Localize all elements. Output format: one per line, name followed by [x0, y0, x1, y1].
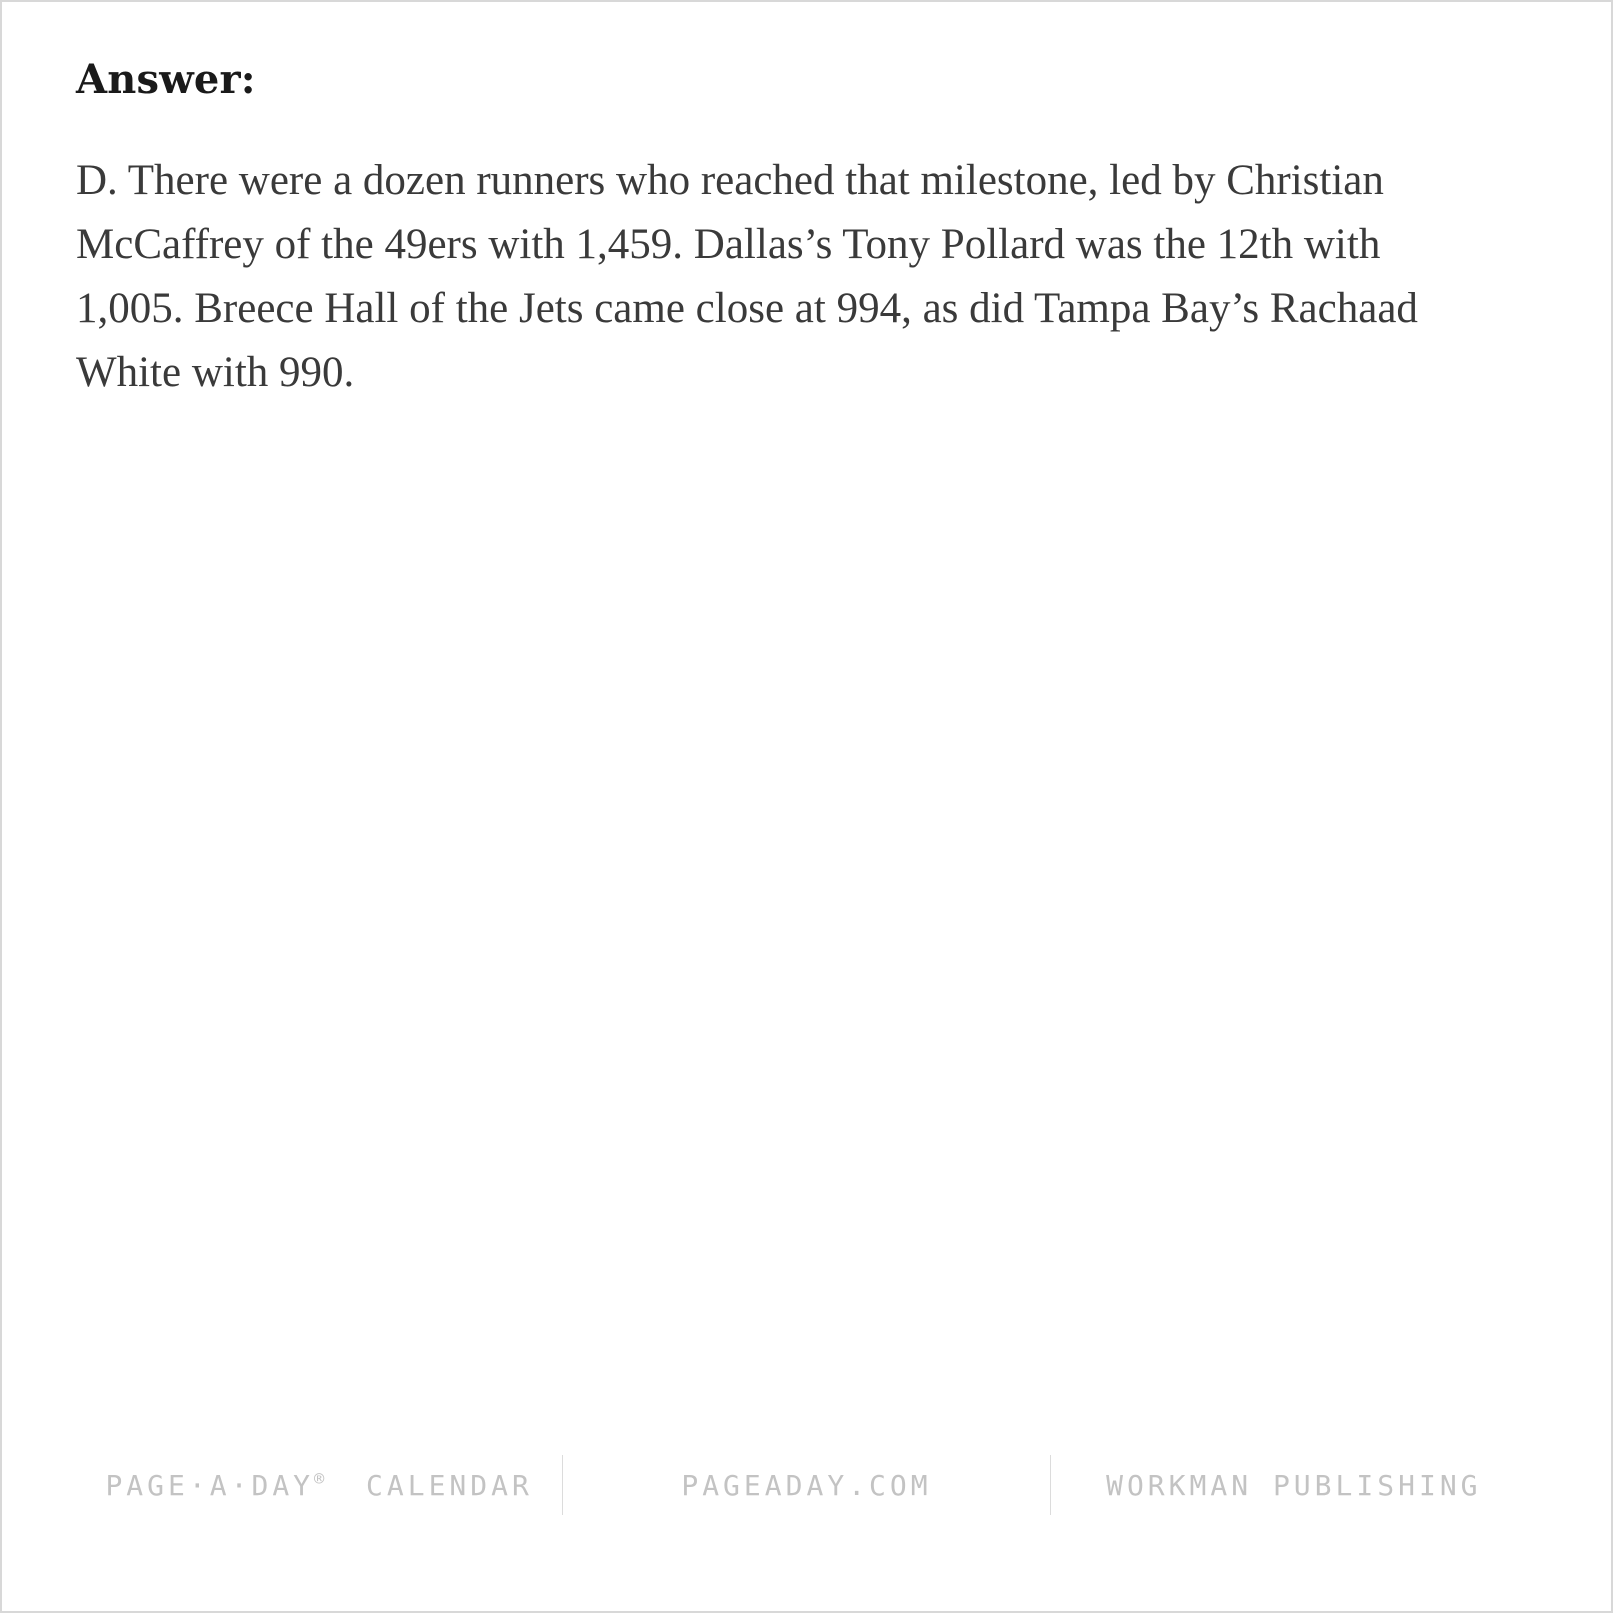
answer-text: D. There were a dozen runners who reached that milestone, led by Christian McCaffrey of the 49ers with 1,459. Dallas’s Tony Pollard was the 12th with 1,005. Breece Hall of the Jets came close at 994, as did Tampa Bay’s Rachaad White with 990.	[76, 157, 1418, 396]
footer-website[interactable]: PAGEADAY.COM	[681, 1468, 932, 1502]
answer-heading: Answer:	[76, 56, 256, 103]
footer-brand-name: PAGE·A·DAY	[105, 1468, 315, 1502]
footer-brand	[76, 1469, 562, 1502]
footer-brand-suffix: CALENDAR	[366, 1468, 533, 1502]
footer	[76, 1455, 1537, 1515]
answer-content	[76, 56, 1537, 405]
registered-trademark-icon: ®	[314, 1469, 325, 1490]
footer-publisher: WORKMAN PUBLISHING	[1106, 1468, 1482, 1502]
